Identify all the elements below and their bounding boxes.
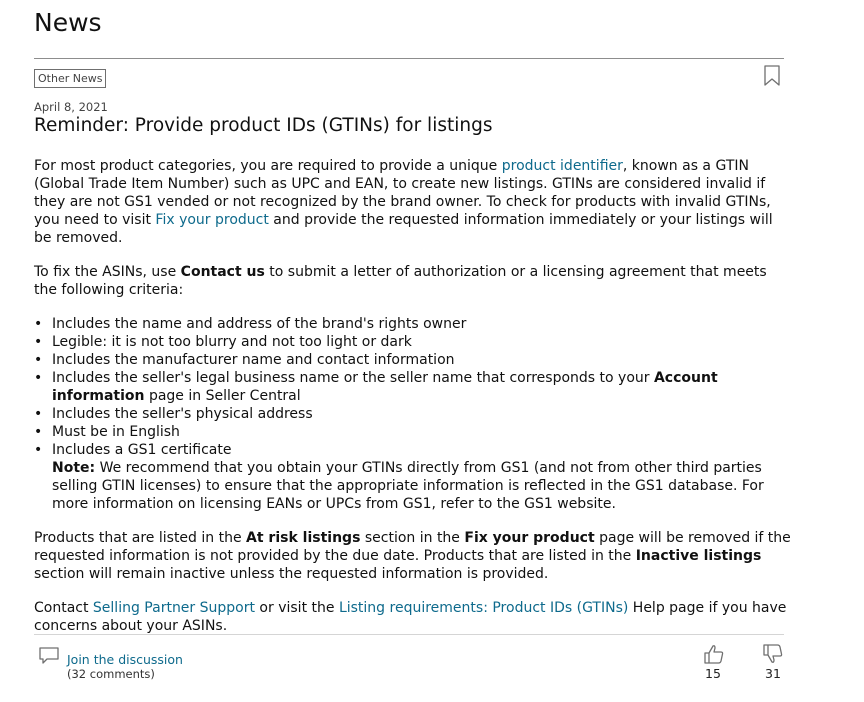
bullet: • bbox=[34, 334, 43, 350]
article-body bbox=[34, 157, 794, 651]
bookmark-icon[interactable] bbox=[763, 65, 781, 87]
note-label: Note: bbox=[52, 460, 96, 476]
text: For most product categories, you are required to provide a unique bbox=[34, 158, 502, 174]
text: page will be removed if the requested information is not provided by the due date. Products that are listed in the bbox=[34, 530, 791, 564]
speech-bubble-icon[interactable] bbox=[38, 646, 60, 666]
selling-partner-support-link[interactable]: Selling Partner Support bbox=[92, 600, 255, 616]
bullet: • bbox=[34, 424, 43, 440]
note-text: We recommend that you obtain your GTINs directly from GS1 (and not from other third parties selling GTIN licenses) to ensure that the appropriate information is reflected in the GS1 database. For more information on licensing EANs or UPCs from GS1, refer to the GS1 website. bbox=[52, 460, 764, 512]
text: To fix the ASINs, use bbox=[34, 264, 181, 280]
criteria-text: Includes a GS1 certificate bbox=[52, 442, 232, 458]
list-item bbox=[34, 369, 794, 405]
criteria-text: Must be in English bbox=[52, 424, 180, 440]
bullet: • bbox=[34, 352, 43, 368]
thumbs-up-icon[interactable] bbox=[703, 643, 725, 665]
paragraph-fix-asins bbox=[34, 263, 794, 299]
list-item bbox=[34, 351, 794, 369]
list-item bbox=[34, 423, 794, 441]
list-item bbox=[34, 333, 794, 351]
text: , known as a GTIN (Global Trade Item Number) such as UPC and EAN, to create new listings. GTINs are considered invalid if they are not GS1 vended or not recognized by the brand owner. To check for products with invalid GTINs, you need to visit bbox=[34, 158, 771, 228]
article-date: April 8, 2021 bbox=[34, 100, 108, 114]
paragraph-contact bbox=[34, 599, 794, 635]
criteria-list bbox=[34, 315, 794, 513]
text: Contact bbox=[34, 600, 93, 616]
note-item bbox=[34, 459, 794, 513]
thumbs-down-icon[interactable] bbox=[762, 643, 784, 665]
paragraph-intro bbox=[34, 157, 794, 247]
footer-divider bbox=[34, 634, 784, 635]
fix-your-product-link[interactable]: Fix your product bbox=[155, 212, 269, 228]
like-count: 15 bbox=[705, 666, 721, 681]
comment-count: (32 comments) bbox=[67, 667, 155, 681]
list-item bbox=[34, 441, 794, 459]
join-discussion-link[interactable]: Join the discussion bbox=[67, 652, 183, 667]
text: section in the bbox=[360, 530, 465, 546]
account-information-text: Account information bbox=[52, 370, 718, 404]
text: Help page if you have concerns about your ASINs. bbox=[34, 600, 787, 634]
criteria-text: Legible: it is not too blurry and not too light or dark bbox=[52, 334, 412, 350]
criteria-text: Includes the seller's legal business name or the seller name that corresponds to your bbox=[52, 370, 654, 386]
bullet: • bbox=[34, 442, 43, 458]
bullet: • bbox=[34, 370, 43, 386]
text: section will remain inactive unless the requested information is provided. bbox=[34, 566, 549, 582]
criteria-text: Includes the manufacturer name and contact information bbox=[52, 352, 455, 368]
header-divider bbox=[34, 58, 784, 59]
text: Products that are listed in the bbox=[34, 530, 247, 546]
criteria-text: Includes the seller's physical address bbox=[52, 406, 313, 422]
category-tag[interactable]: Other News bbox=[34, 69, 106, 88]
criteria-text: page in Seller Central bbox=[144, 388, 301, 404]
text: and provide the requested information immediately or your listings will be removed. bbox=[34, 212, 773, 246]
criteria-text: Includes the name and address of the brand's rights owner bbox=[52, 316, 467, 332]
bullet: • bbox=[34, 406, 43, 422]
text: or visit the bbox=[254, 600, 339, 616]
article-title: Reminder: Provide product IDs (GTINs) for listings bbox=[34, 115, 493, 136]
contact-us-text: Contact us bbox=[180, 264, 265, 280]
listing-requirements-link[interactable]: Listing requirements: Product IDs (GTINs) bbox=[338, 600, 629, 616]
inactive-listings-text: Inactive listings bbox=[635, 548, 762, 564]
at-risk-listings-text: At risk listings bbox=[246, 530, 361, 546]
list-item bbox=[34, 405, 794, 423]
list-item bbox=[34, 315, 794, 333]
text: to submit a letter of authorization or a licensing agreement that meets the following criteria: bbox=[34, 264, 767, 298]
product-identifier-link[interactable]: product identifier bbox=[501, 158, 623, 174]
fix-your-product-text: Fix your product bbox=[464, 530, 595, 546]
bullet: • bbox=[34, 316, 43, 332]
dislike-count: 31 bbox=[765, 666, 781, 681]
page-title: News bbox=[34, 8, 102, 37]
paragraph-removal bbox=[34, 529, 794, 583]
